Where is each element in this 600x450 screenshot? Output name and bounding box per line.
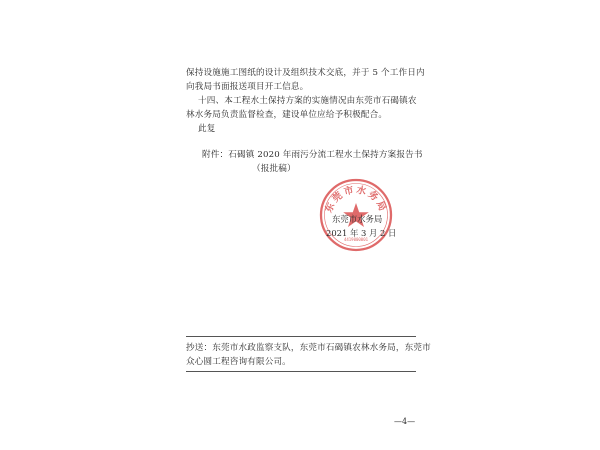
- body-line-4: 林水务局负责监督检查，建设单位应给予积极配合。: [186, 110, 388, 120]
- body-line-3: 十四、本工程水土保持方案的实施情况由东莞市石碣镇农: [198, 96, 417, 106]
- signature-date: 2021 年 3 月 2 日: [326, 228, 397, 238]
- svg-text:4419000001: 4419000001: [343, 237, 369, 242]
- cc-bottom-rule: [186, 371, 416, 372]
- cc-line-2: 众心圆工程咨询有限公司。: [186, 357, 291, 367]
- seal-text: 东莞市水务局: [323, 184, 389, 215]
- body-line-2: 向我局书面报送项目开工信息。: [186, 82, 309, 92]
- cc-line-1: 抄送：东莞市水政监察支队，东莞市石碣镇农林水务局，东莞市: [186, 343, 431, 353]
- attachment-line-2: （报批稿）: [252, 164, 296, 174]
- page-number: —4—: [394, 417, 416, 426]
- cc-top-rule: [186, 336, 416, 337]
- body-line-1: 保持设施施工图纸的设计及组织技术交底，并于 5 个工作日内: [186, 68, 425, 78]
- attachment-line-1: 附件：石碣镇 2020 年雨污分流工程水土保持方案报告书: [202, 150, 423, 160]
- signature-org: 东莞市水务局: [332, 214, 383, 224]
- reply-closing: 此复: [198, 124, 216, 134]
